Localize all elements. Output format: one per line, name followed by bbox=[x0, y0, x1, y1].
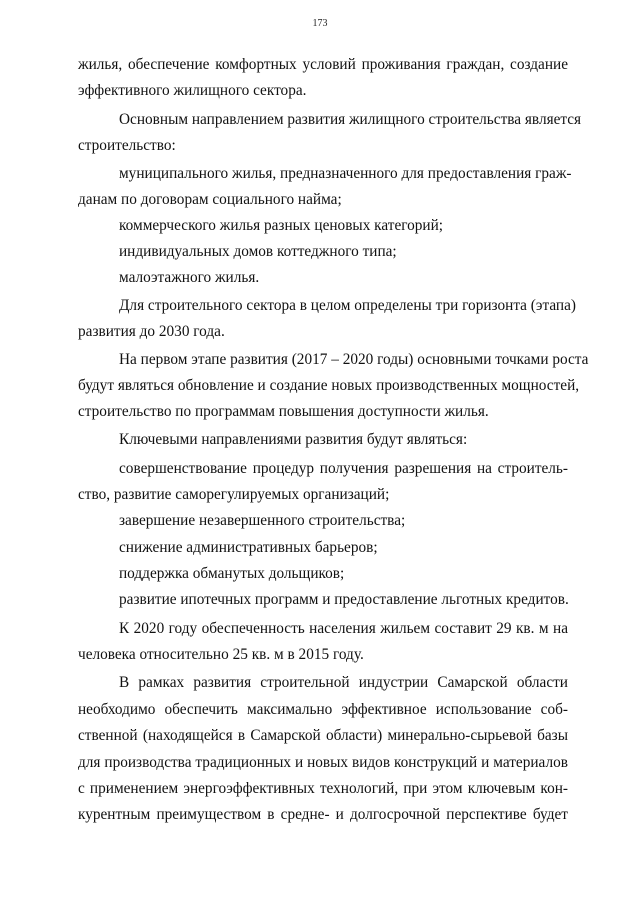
text-line: Ключевыми направлениями развития будут являться: bbox=[119, 431, 468, 448]
text-line: малоэтажного жилья. bbox=[119, 269, 260, 286]
text-line: с применением энергоэффективных технологий, при этом ключевым кон- bbox=[78, 780, 568, 797]
text-line: строительство по программам повышения доступности жилья. bbox=[78, 403, 489, 420]
text-line: муниципального жилья, предназначенного для предоставления граж- bbox=[119, 165, 572, 182]
text-line: человека относительно 25 кв. м в 2015 году. bbox=[78, 646, 364, 663]
text-line: индивидуальных домов коттеджного типа; bbox=[119, 243, 397, 260]
text-line: развитие ипотечных программ и предоставление льготных кредитов. bbox=[119, 591, 569, 608]
page-number: 173 bbox=[312, 18, 328, 29]
text-line: В рамках развития строительной индустрии Самарской области bbox=[119, 674, 568, 691]
text-line: жилья, обеспечение комфортных условий проживания граждан, создание bbox=[78, 56, 568, 73]
text-line: Основным направлением развития жилищного строительства является bbox=[119, 111, 582, 128]
text-line: ство, развитие саморегулируемых организаций; bbox=[78, 486, 390, 503]
text-line: поддержка обманутых дольщиков; bbox=[119, 565, 345, 582]
text-line: будут являться обновление и создание новых производственных мощностей, bbox=[78, 377, 580, 394]
text-line: данам по договорам социального найма; bbox=[78, 191, 342, 208]
text-line: эффективного жилищного сектора. bbox=[78, 82, 307, 99]
text-line: коммерческого жилья разных ценовых категорий; bbox=[119, 217, 444, 234]
text-line: К 2020 году обеспеченность населения жильем составит 29 кв. м на bbox=[119, 620, 568, 637]
text-line: ственной (находящейся в Самарской области) минерально-сырьевой базы bbox=[78, 727, 568, 744]
text-line: Для строительного сектора в целом определены три горизонта (этапа) bbox=[119, 297, 576, 314]
text-line: совершенствование процедур получения разрешения на строитель- bbox=[119, 460, 568, 477]
text-line: курентным преимуществом в средне- и долгосрочной перспективе будет bbox=[78, 806, 568, 823]
text-line: строительство: bbox=[78, 137, 176, 154]
text-line: снижение административных барьеров; bbox=[119, 539, 378, 556]
text-line: завершение незавершенного строительства; bbox=[119, 512, 406, 529]
text-line: для производства традиционных и новых видов конструкций и материалов bbox=[78, 754, 568, 771]
text-line: развития до 2030 года. bbox=[78, 323, 225, 340]
text-line: На первом этапе развития (2017 – 2020 годы) основными точками роста bbox=[119, 351, 589, 368]
text-line: необходимо обеспечить максимально эффективное использование соб- bbox=[78, 701, 568, 718]
